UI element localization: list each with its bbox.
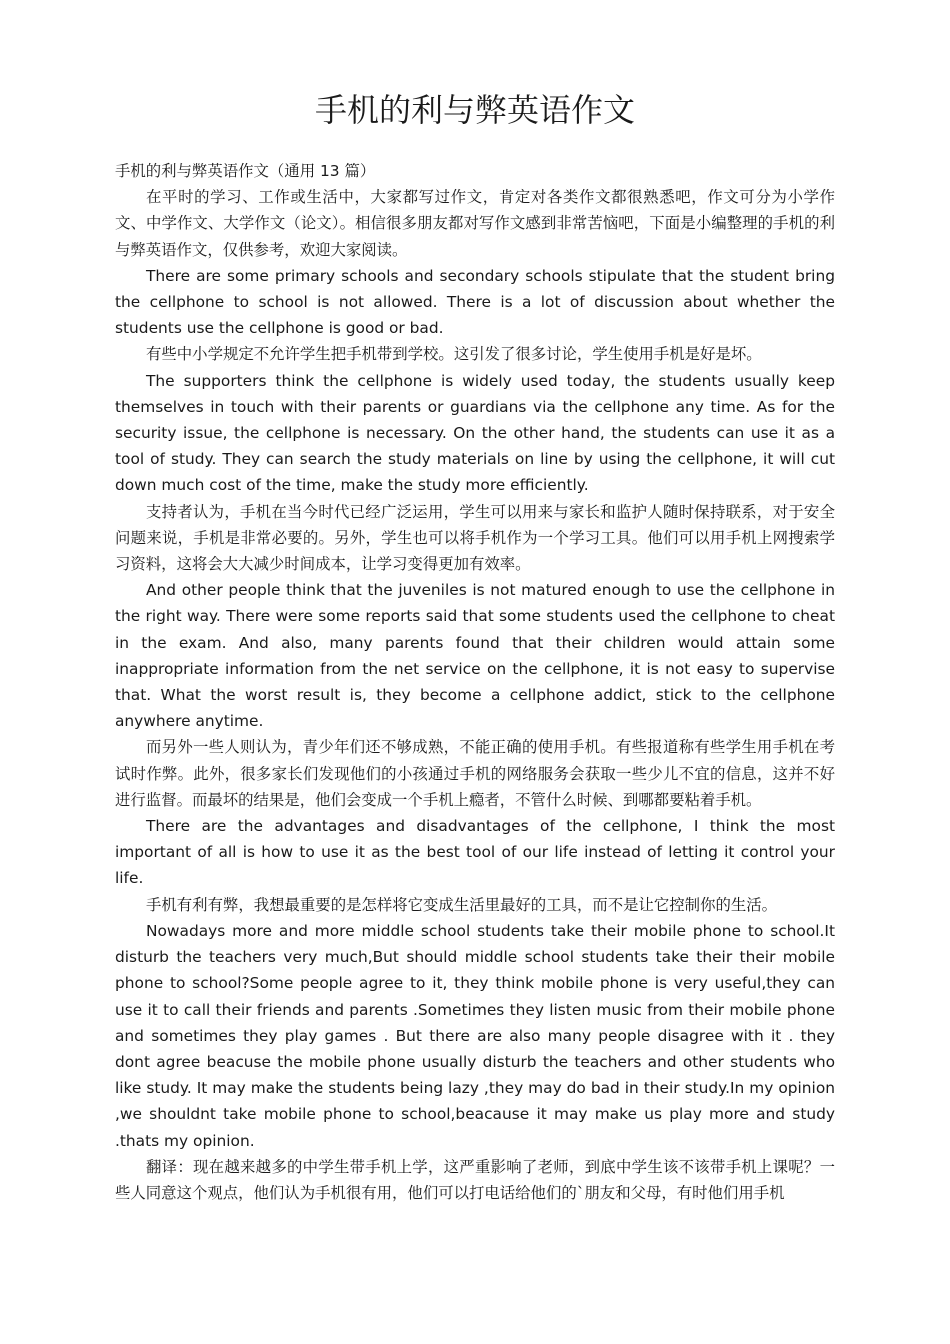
paragraph-english-2: The supporters think the cellphone is widely used today, the students usually keep themselves in touch with their parents or guardians via the cellphone any time. As for the security issue, the cellphone is necessary. On the other hand, the students can use it as a tool of study. They can search the study materials on line by using the cellphone, it will cut down much cost of the time, make the study more efficiently. <box>115 371 835 495</box>
paragraph-translation: 翻译：现在越来越多的中学生带手机上学，这严重影响了老师，到底中学生该不该带手机上课呢？一些人同意这个观点，他们认为手机很有用，他们可以打电话给他们的`朋友和父母，有时他们用手机 <box>115 1157 835 1202</box>
paragraph-english-1: There are some primary schools and secondary schools stipulate that the student bring the cellphone to school is not allowed. There is a lot of discussion about whether the students use the cellphone is good or bad. <box>115 266 835 338</box>
paragraph-chinese-4: 手机有利有弊，我想最重要的是怎样将它变成生活里最好的工具，而不是让它控制你的生活。 <box>146 895 778 914</box>
paragraph-chinese-1: 有些中小学规定不允许学生把手机带到学校。这引发了很多讨论，学生使用手机是好是坏。 <box>146 345 762 364</box>
paragraph-english-5: Nowadays more and more middle school students take their mobile phone to school.It disturb the teachers very much,But should middle school students take their their mobile phone to school?Some people agree to it, they think mobile phone is very useful,they can use it to call their friends and parents .Sometimes they listen music from their mobile phone and sometimes they play games . But there are also many people disagree with it . they dont agree beacuse the mobile phone usually disturb the teachers and other students who like study. It may make the students being lazy ,they may do bad in their study.In my opinion ,we shouldnt take mobile phone to school,beacause it may make us play more and study .thats my opinion. <box>115 921 835 1150</box>
paragraph-chinese-3: 而另外一些人则认为，青少年们还不够成熟，不能正确的使用手机。有些报道称有些学生用手机在考试时作弊。此外，很多家长们发现他们的小孩通过手机的网络服务会获取一些少儿不宜的信息，这并不好进行监督。而最坏的结果是，他们会变成一个手机上瘾者，不管什么时候、到哪都要粘着手机。 <box>115 738 835 809</box>
document-title: 手机的利与弊英语作文 <box>314 91 635 129</box>
paragraph-chinese-2: 支持者认为，手机在当今时代已经广泛运用，学生可以用来与家长和监护人随时保持联系，对于安全问题来说，手机是非常必要的。另外，学生也可以将手机作为一个学习工具。他们可以用手机上网搜索学习资料，这将会大大减少时间成本，让学习变得更加有效率。 <box>115 502 835 574</box>
paragraph-intro: 在平时的学习、工作或生活中，大家都写过作文，肯定对各类作文都很熟悉吧，作文可分为小学作文、中学作文、大学作文（论文）。相信很多朋友都对写作文感到非常苦恼吧，下面是小编整理的手机的利与弊英语作文，仅供参考，欢迎大家阅读。 <box>115 188 835 259</box>
document-subtitle: 手机的利与弊英语作文（通用 13 篇） <box>115 162 376 180</box>
document-body <box>115 158 835 1206</box>
paragraph-english-4: There are the advantages and disadvantages of the cellphone, I think the most important of all is how to use it as the best tool of our life instead of letting it control your life. <box>115 817 835 888</box>
paragraph-english-3: And other people think that the juveniles is not matured enough to use the cellphone in the right way. There were some reports said that some students used the cellphone to cheat in the exam. And also, many parents found that their children would attain some inappropriate information from the net service on the cellphone, it is not easy to supervise that. What the worst result is, they become a cellphone addict, stick to the cellphone anywhere anytime. <box>115 581 835 731</box>
